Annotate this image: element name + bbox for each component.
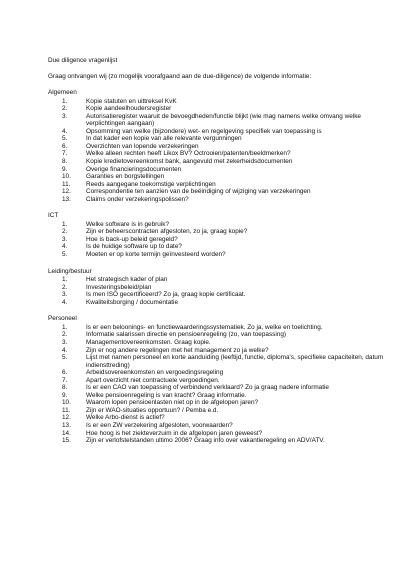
list-item-number: 13. bbox=[62, 421, 71, 429]
list-item-number: 11. bbox=[62, 180, 71, 188]
list-item bbox=[48, 166, 398, 174]
list-item bbox=[48, 196, 398, 204]
list-item bbox=[48, 128, 398, 136]
list-item-number: 3. bbox=[62, 291, 68, 299]
list-item-number: 3. bbox=[62, 235, 68, 243]
list-item-text: Opsomming van welke (bijzondere) wet- en regelgeving specifiek van toepassing is bbox=[86, 127, 322, 135]
list-item-number: 10. bbox=[62, 399, 71, 407]
list-item-number: 6. bbox=[62, 369, 68, 377]
list-item-text: Zijn er WAO-situaties opportuun? / Pemba e.d. bbox=[86, 406, 219, 414]
list-item-number: 13. bbox=[62, 195, 71, 203]
list-item-text: Investeringsbeleid/plan bbox=[86, 283, 152, 291]
list-item-text: Kopie statuten en uittreksel KvK bbox=[86, 97, 177, 105]
list-item-text: Welke Arbo-dienst is actief? bbox=[86, 414, 165, 422]
list-item bbox=[48, 414, 398, 422]
list-item-number: 12. bbox=[62, 188, 71, 196]
list-item-text: Zijn er verlofstelstanden ultimo 2006? Graag info over vakantieregeling en ADV/ATV. bbox=[86, 437, 325, 445]
list-item bbox=[48, 422, 398, 430]
list-item bbox=[48, 243, 398, 251]
list-item-number: 3. bbox=[62, 338, 68, 346]
list-item-number: 2. bbox=[62, 283, 68, 291]
list-item-number: 8. bbox=[62, 158, 68, 166]
list-item bbox=[48, 399, 398, 407]
list-item-number: 6. bbox=[62, 142, 68, 150]
list-item-text: Apart overzicht niet contractuele vergoedingen. bbox=[86, 376, 220, 384]
list-item-text: Managementovereenkomsten. Graag kopie. bbox=[86, 338, 211, 346]
list-item bbox=[48, 251, 398, 259]
list-item bbox=[48, 354, 398, 369]
list-item bbox=[48, 113, 398, 128]
list-item bbox=[48, 377, 398, 385]
list-item bbox=[48, 188, 398, 196]
list-item bbox=[48, 236, 398, 244]
list-item bbox=[48, 324, 398, 332]
list-item bbox=[48, 437, 398, 445]
list-item-number: 7. bbox=[62, 376, 68, 384]
list-item-number: 3. bbox=[62, 112, 68, 120]
list-item bbox=[48, 384, 398, 392]
section-heading: Leiding/bestuur bbox=[48, 267, 92, 275]
list-item bbox=[48, 430, 398, 438]
list-item-text: Overzichten van lopende verzekeringen bbox=[86, 142, 199, 150]
list-item bbox=[48, 105, 398, 113]
list-item bbox=[48, 98, 398, 106]
list-item-number: 4. bbox=[62, 127, 68, 135]
list-item-text: Hoe is back-up beleid geregeld? bbox=[86, 235, 178, 243]
list-item bbox=[48, 299, 398, 307]
list-item bbox=[48, 173, 398, 181]
list-item-text: Autorisatieregister waaruit de bevoegdheden/functie blijkt (wie mag namens welke omvang welke verplichtingen aangaan) bbox=[86, 112, 361, 128]
list-item-text: Reeds aangegane toekomstige verplichtingen bbox=[86, 180, 216, 188]
list-item-number: 5. bbox=[62, 135, 68, 143]
section-algemeen bbox=[48, 89, 398, 203]
section-heading: Personeel bbox=[48, 315, 77, 323]
list-item bbox=[48, 392, 398, 400]
list-item-number: 8. bbox=[62, 384, 68, 392]
list-item bbox=[48, 135, 398, 143]
list-item-text: Is de huidige software up to date? bbox=[86, 243, 182, 251]
list-item-number: 4. bbox=[62, 298, 68, 306]
list-item-text: Welke alleen rechten heeft Likox BV? Octrooien/patenten/beeldmerken? bbox=[86, 150, 291, 158]
list-item-text: Correspondentie ten aanzien van de beëindiging of wijziging van verzekeringen bbox=[86, 188, 311, 196]
list-item-number: 2. bbox=[62, 105, 68, 113]
list-item-number: 2. bbox=[62, 331, 68, 339]
list-item-number: 9. bbox=[62, 391, 68, 399]
list-item-number: 15. bbox=[62, 437, 71, 445]
list-item-text: Claims onder verzekeringspolissen? bbox=[86, 195, 189, 203]
section-personeel bbox=[48, 315, 398, 444]
list-item-text: Lijst met namen personeel en korte aanduiding (leeftijd, functie, diploma's, specifieke capaciteiten, datum indiensttreding) bbox=[86, 354, 384, 369]
list-item bbox=[48, 221, 398, 229]
list-item-number: 9. bbox=[62, 165, 68, 173]
list-item-number: 11. bbox=[62, 406, 71, 414]
section-heading: Algemeen bbox=[48, 89, 77, 97]
section-ict bbox=[48, 212, 398, 258]
list-item bbox=[48, 228, 398, 236]
list-item-number: 5. bbox=[62, 354, 68, 362]
list-item-number: 7. bbox=[62, 150, 68, 158]
list-item-number: 4. bbox=[62, 346, 68, 354]
list-item-number: 4. bbox=[62, 243, 68, 251]
list-item-text: Zijn er beheerscontracten afgesloten, zo ja, graag kopie? bbox=[86, 228, 248, 236]
list-item-number: 1. bbox=[62, 97, 68, 105]
list-item-text: Garanties en borgstellingen bbox=[86, 173, 165, 181]
list-item bbox=[48, 331, 398, 339]
list-item-text: Welke software is in gebruik? bbox=[86, 220, 169, 228]
list-item bbox=[48, 276, 398, 284]
list-item-text: Informatie salarissen directie en pensioenregeling (zo, van toepassing) bbox=[86, 331, 286, 339]
sections-container bbox=[48, 89, 398, 445]
list-item-text: Waarom lopen pensioenlasten niet op in de afgelopen jaren? bbox=[86, 399, 259, 407]
list-item bbox=[48, 291, 398, 299]
list-item bbox=[48, 407, 398, 415]
list-item-number: 2. bbox=[62, 228, 68, 236]
list-item-text: Is er een beloonings- en functiewaarderingssystematiek. Zo ja, welke en toelichting. bbox=[86, 323, 323, 331]
list-item-text: Het strategisch kader of plan bbox=[86, 276, 168, 284]
document-title: Due diligence vragenlijst bbox=[48, 57, 118, 64]
list-item-number: 10. bbox=[62, 173, 71, 181]
list-item-text: Is er een CAO van toepassing of verbindend verklaard? Zo ja graag nadere informatie bbox=[86, 384, 329, 392]
list-item bbox=[48, 181, 398, 189]
section-leiding-bestuur bbox=[48, 268, 398, 307]
list-item-number: 1. bbox=[62, 276, 68, 284]
list-item-number: 1. bbox=[62, 323, 68, 331]
document-page bbox=[48, 57, 398, 454]
document-intro: Graag ontvangen wij (zo mogelijk voorafgaand aan de due-diligence) de volgende informatie: bbox=[48, 72, 312, 80]
section-heading: ICT bbox=[48, 212, 59, 220]
list-item-text: Is men ISO gecertificeerd? Zo ja, graag kopie certificaat. bbox=[86, 291, 246, 299]
list-item bbox=[48, 369, 398, 377]
list-item-text: Zijn er nog andere regelingen met het management zo ja welke? bbox=[86, 346, 269, 354]
list-item-text: Hoe hoog is het ziekteverzuim in de afgelopen jaren geweest? bbox=[86, 429, 263, 437]
list-item-number: 1. bbox=[62, 220, 68, 228]
list-item-text: Kwaliteitsborging / documentatie bbox=[86, 298, 179, 306]
list-item bbox=[48, 143, 398, 151]
list-item bbox=[48, 339, 398, 347]
list-item bbox=[48, 150, 398, 158]
list-item-text: Kopie kredietovereenkomst bank, aangevuld met zekerheidsdocumenten bbox=[86, 158, 293, 166]
list-item-text: Welke pensioenregeling is van kracht? Graag informatie. bbox=[86, 391, 247, 399]
list-item-number: 12. bbox=[62, 414, 71, 422]
list-item bbox=[48, 158, 398, 166]
list-item-text: Is er een ZW verzekering afgesloten, voorwaarden? bbox=[86, 421, 233, 429]
list-item-number: 14. bbox=[62, 429, 71, 437]
list-item-text: Moeten er op korte termijn geïnvesteerd worden? bbox=[86, 251, 226, 259]
list-item-text: Arbeidsovereenkomsten en vergoedingsregeling bbox=[86, 369, 224, 377]
list-item-text: Kopie aandeelhoudersregister bbox=[86, 105, 172, 113]
list-item bbox=[48, 347, 398, 355]
list-item-number: 5. bbox=[62, 251, 68, 259]
list-item bbox=[48, 284, 398, 292]
list-item-text: Overige financieringsdocumenten bbox=[86, 165, 182, 173]
list-item-text: In dat kader een kopie van alle relevante vergunningen bbox=[86, 135, 242, 143]
